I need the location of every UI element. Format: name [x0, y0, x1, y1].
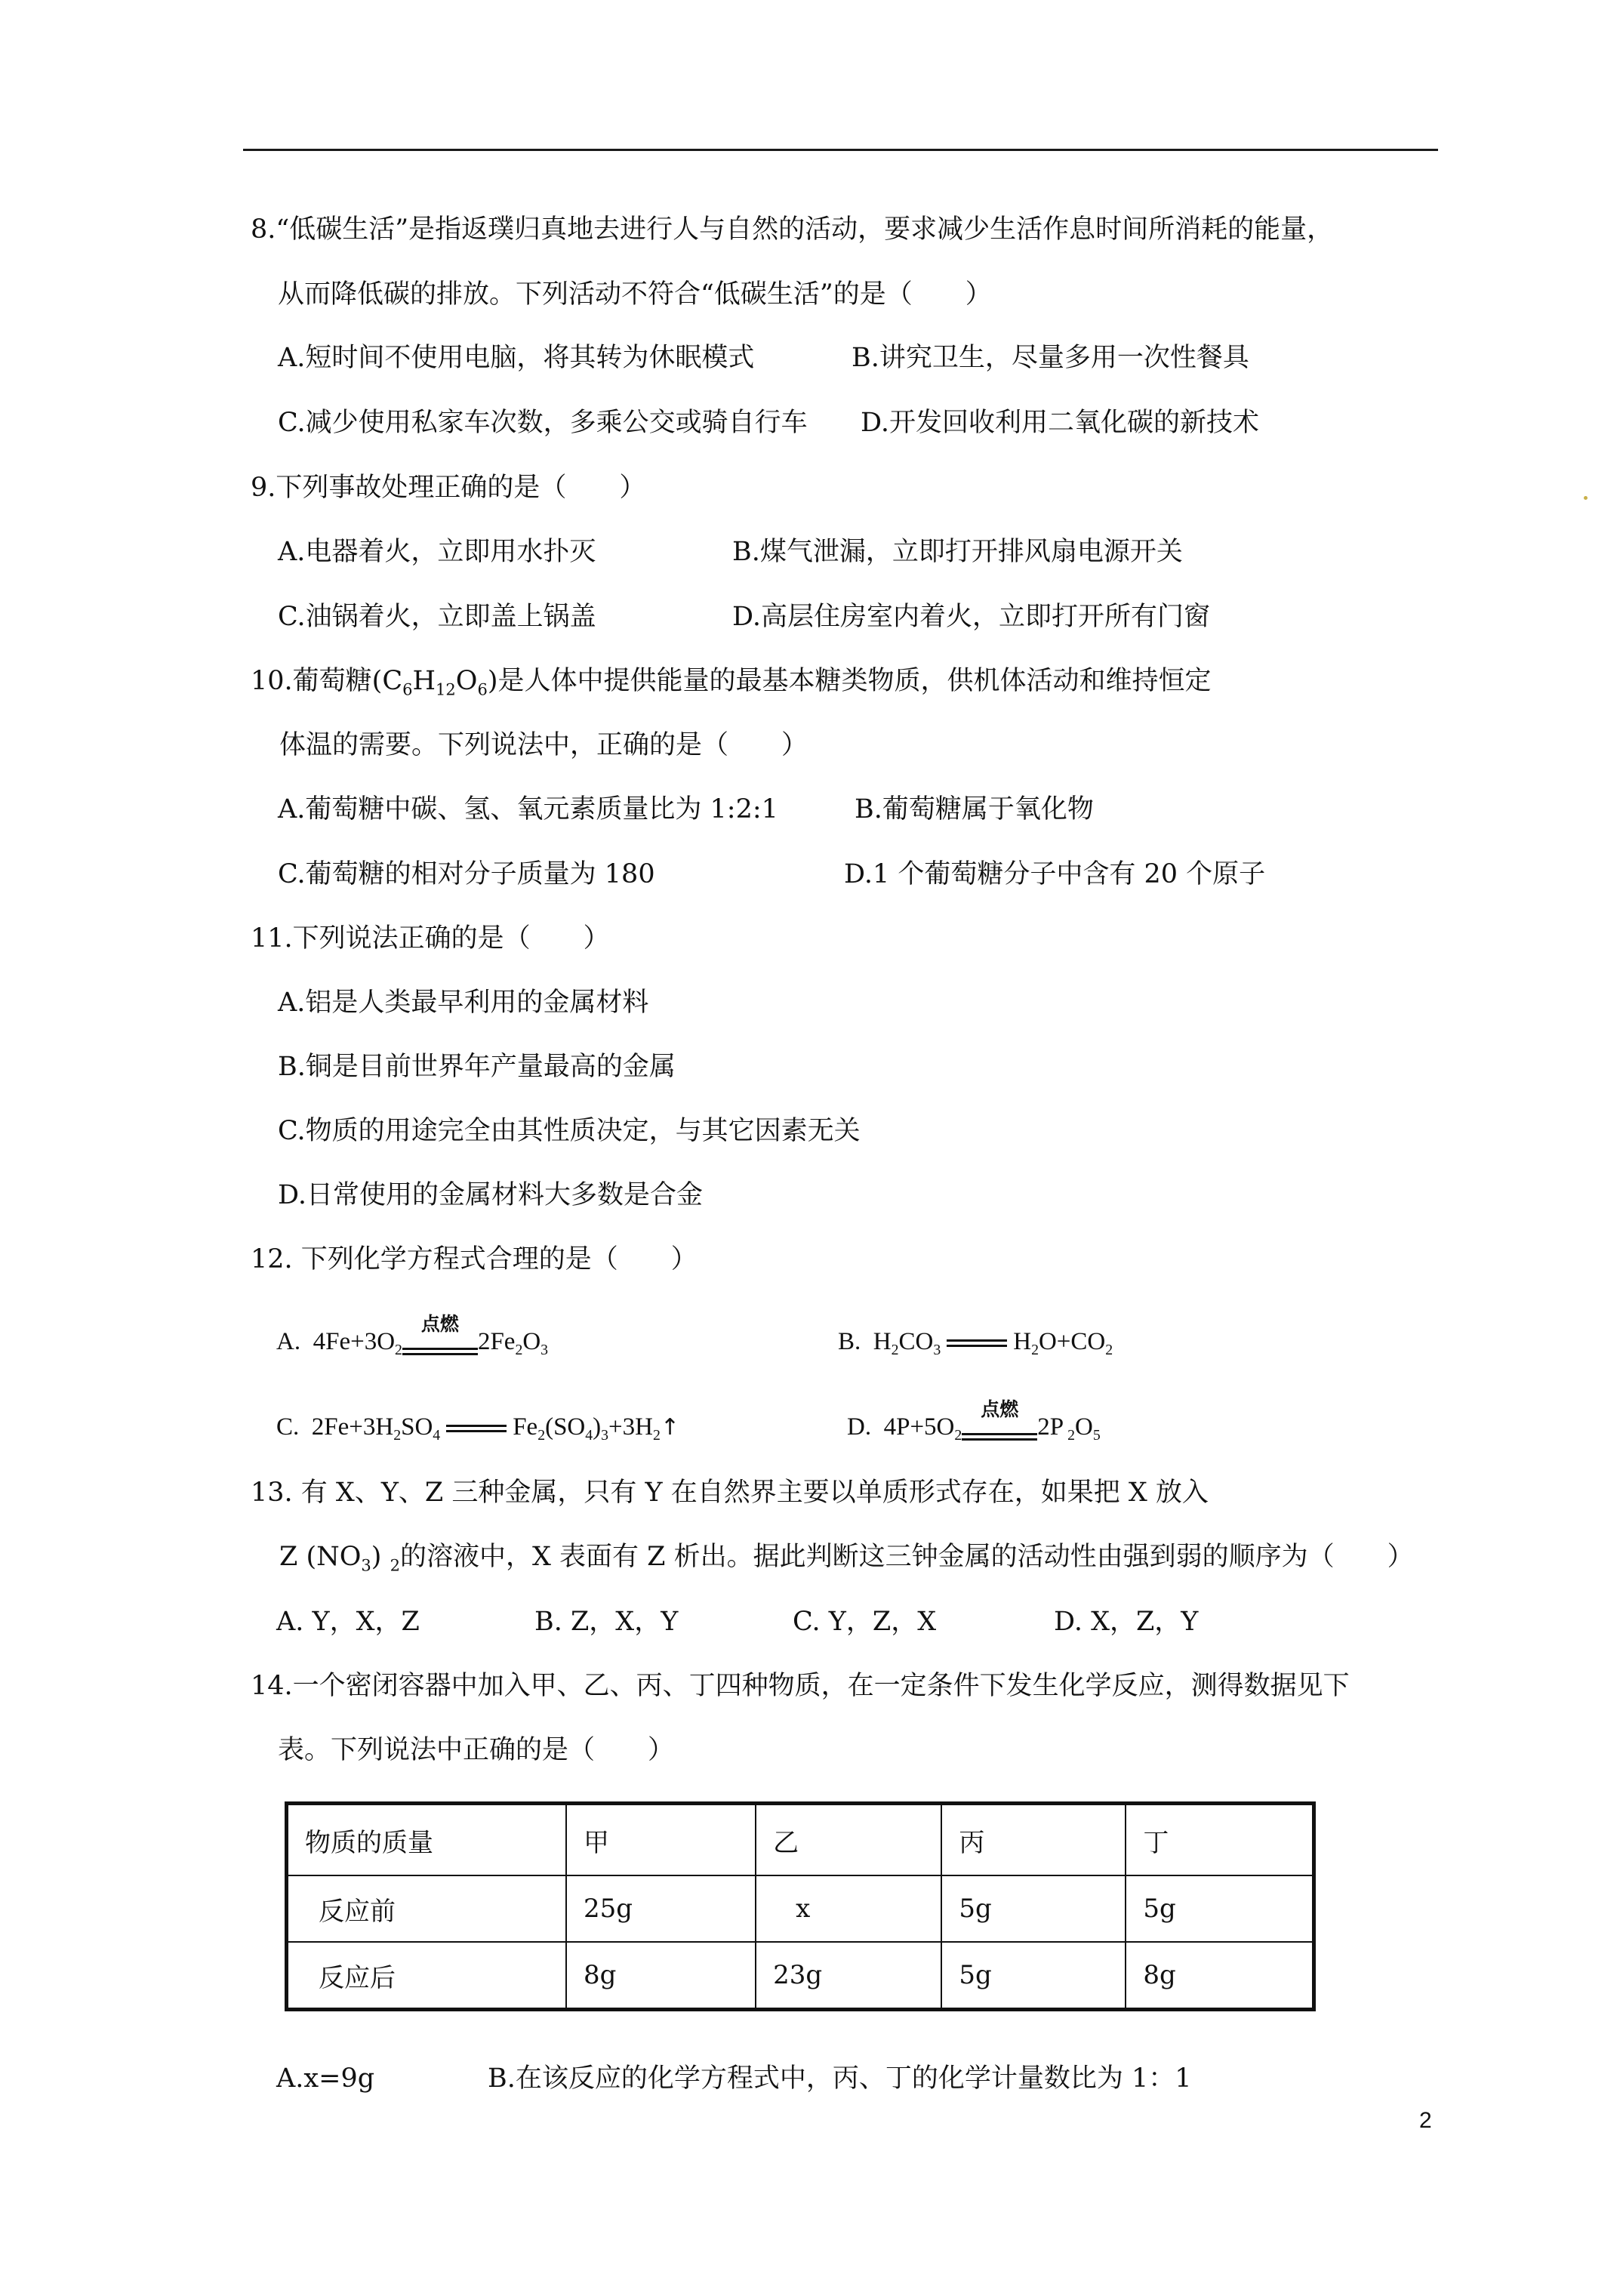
reaction-condition: 点燃: [402, 1333, 478, 1367]
q10-stem-line2: 体温的需要。下列说法中，正确的是（ ）: [279, 730, 808, 760]
table-row: [287, 1942, 1314, 2010]
q12-stem: 12. 下列化学方程式合理的是（ ）: [251, 1244, 698, 1274]
table-header-cell: 甲: [566, 1804, 756, 1876]
q13-option-b: B. Z，X，Y: [534, 1607, 679, 1637]
q8-option-b: B.讲究卫生，尽量多用一次性餐具: [852, 343, 1249, 373]
reaction-condition: 点燃: [962, 1419, 1037, 1452]
gas-arrow-icon: ↑: [660, 1414, 680, 1441]
page-number: 2: [1419, 2108, 1432, 2133]
q11-stem: 11.下列说法正确的是（ ）: [251, 923, 610, 954]
q8-option-d: D.开发回收利用二氧化碳的新技术: [861, 408, 1259, 438]
q13-stem-line2: Z $(NO_3)$ $_2$的溶液中，X 表面有 Z 析出。据此判断这三钟金属的活动性由强到弱的顺序为（ ）: [279, 1542, 1414, 1575]
q11-option-c: C.物质的用途完全由其性质决定，与其它因素无关: [278, 1116, 861, 1146]
table-cell: 5g: [941, 1942, 1126, 2010]
mass-data-table: [285, 1801, 1316, 2011]
q10-stem-line1: 10.葡萄糖$(C_6H_{12}O_6)$是人体中提供能量的最基本糖类物质，供机体活动和维持恒定: [251, 666, 1212, 699]
table-cell: 5g: [941, 1875, 1126, 1942]
q9-option-d: D.高层住房室内着火，立即打开所有门窗: [732, 602, 1210, 632]
q10-option-d: D.1 个葡萄糖分子中含有 20 个原子: [844, 859, 1266, 889]
q12-equation-a: A. $4Fe+3O_2$ 点燃 $2Fe_2O_3$: [276, 1325, 548, 1367]
q13-option-c: C. Y，Z，X: [793, 1607, 937, 1637]
table-row: [287, 1875, 1314, 1942]
q13-stem-line1: 13. 有 X、Y、Z 三种金属，只有 Y 在自然界主要以单质形式存在，如果把 X 放入: [251, 1478, 1209, 1508]
q8-stem-line1: 8.“低碳生活”是指返璞归真地去进行人与自然的活动，要求减少生活作息时间所消耗的能量，: [251, 214, 1334, 245]
q13-option-a: A. Y，X，Z: [276, 1607, 420, 1637]
q10-option-c: C.葡萄糖的相对分子质量为 180: [278, 859, 655, 889]
table-cell: 23g: [756, 1942, 941, 2010]
q8-option-c: C.减少使用私家车次数，多乘公交或骑自行车: [278, 408, 808, 438]
q10-option-a: A.葡萄糖中碳、氢、氧元素质量比为 1:2:1: [278, 794, 778, 824]
q11-option-a: A.铝是人类最早利用的金属材料: [278, 988, 649, 1018]
stray-dot: [1584, 496, 1588, 500]
table-cell: 反应后: [287, 1942, 566, 2010]
table-cell: 8g: [566, 1942, 756, 2010]
table-cell: 5g: [1126, 1875, 1313, 1942]
q14-stem-line2: 表。下列说法中正确的是（ ）: [278, 1735, 675, 1765]
q13-option-d: D. X，Z，Y: [1054, 1607, 1199, 1637]
table-cell: 25g: [566, 1875, 756, 1942]
q14-option-b: B.在该反应的化学方程式中，丙、丁的化学计量数比为 1：1: [488, 2063, 1192, 2094]
table-header-cell: 丁: [1126, 1804, 1313, 1876]
q8-option-a: A.短时间不使用电脑，将其转为休眠模式: [278, 343, 755, 373]
q11-option-d: D.日常使用的金属材料大多数是合金: [278, 1180, 703, 1210]
q14-stem-line1: 14.一个密闭容器中加入甲、乙、丙、丁四种物质，在一定条件下发生化学反应，测得数据见下: [251, 1671, 1350, 1701]
q12-equation-b: B. $H_2CO_3$ $H_2O+CO_2$: [838, 1328, 1113, 1358]
q9-option-c: C.油锅着火，立即盖上锅盖: [278, 602, 596, 632]
table-header-row: [287, 1804, 1314, 1876]
q12-equation-c: C. $2Fe+3H_2SO_4$ $Fe_2(SO_4)_3+3H_2↑$: [276, 1413, 680, 1444]
q14-option-a: A.x=9g: [276, 2063, 375, 2094]
q8-stem-line2: 从而降低碳的排放。下列活动不符合“低碳生活”的是（ ）: [278, 279, 992, 310]
table-header-cell: 乙: [756, 1804, 941, 1876]
q9-option-a: A.电器着火，立即用水扑灭: [278, 537, 596, 567]
q9-option-b: B.煤气泄漏，立即打开排风扇电源开关: [732, 537, 1183, 567]
q10-option-b: B.葡萄糖属于氧化物: [855, 794, 1094, 824]
table-header-cell: 丙: [941, 1804, 1126, 1876]
q9-stem: 9.下列事故处理正确的是（ ）: [251, 473, 646, 503]
q11-option-b: B.铜是目前世界年产量最高的金属: [278, 1052, 676, 1082]
table-cell: 反应前: [287, 1875, 566, 1942]
table-cell: 8g: [1126, 1942, 1313, 2010]
table-header-cell: 物质的质量: [287, 1804, 566, 1876]
header-rule: [243, 149, 1438, 151]
table-cell: x: [756, 1875, 941, 1942]
q12-equation-d: D. $4P+5O_2$ 点燃 2P $_2O_5$: [847, 1410, 1101, 1452]
